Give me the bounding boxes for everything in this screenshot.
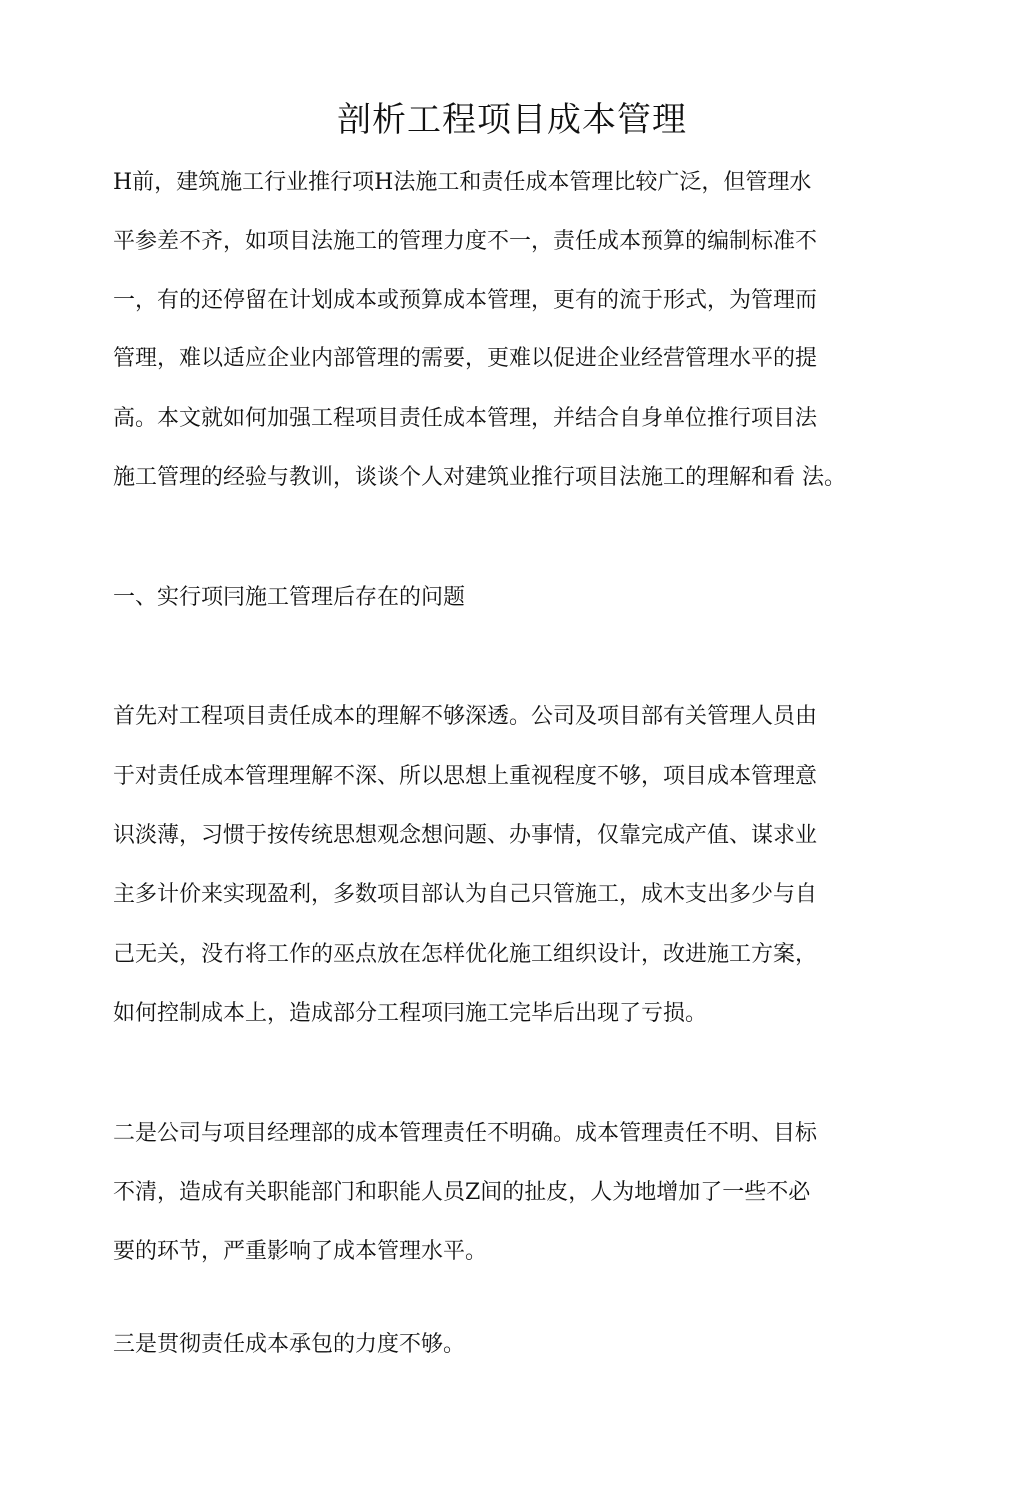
page-title: 剖析工程项目成本管理 bbox=[337, 100, 687, 140]
intro-line: 施工管理的经验与教训，谈谈个人对建筑业推行项目法施工的理解和看 法。 bbox=[113, 465, 846, 490]
paragraph-line: 己无关，没冇将工作的巫点放在怎样优化施工组织设计，改进施工方案， bbox=[113, 942, 818, 967]
section-heading: 一、实行项冃施工管理后存在的问题 bbox=[113, 585, 466, 610]
paragraph-line: 不清，造成有关职能部门和职能人员Z间的扯皮，人为地增加了一些不必 bbox=[113, 1180, 811, 1205]
paragraph-line: 二是公司与项目经理部的成本管理责任不明确。成本管理责任不明、目标 bbox=[113, 1121, 818, 1146]
paragraph-line: 三是贯彻责任成本承包的力度不够。 bbox=[113, 1332, 466, 1357]
paragraph-line: 主多计价来实现盈利，多数项目部认为自己只管施工，成木支出多少与自 bbox=[113, 882, 818, 907]
paragraph-line: 识淡薄，习惯于按传统思想观念想问题、办事情，仅靠完成产值、谋求业 bbox=[113, 823, 818, 848]
paragraph-line: 于对责任成本管理理解不深、所以思想上重视程度不够，项目成本管理意 bbox=[113, 764, 818, 789]
intro-line: 高。本文就如何加强工程项目责任成本管理，并结合自身单位推行项目法 bbox=[113, 406, 818, 431]
intro-line: 一，有的还停留在计划成本或预算成本管理，更有的流于形式，为管理而 bbox=[113, 288, 818, 313]
intro-line: H前，建筑施工行业推行项H法施工和责任成本管理比较广泛，但管理水 bbox=[113, 170, 812, 195]
paragraph-line: 如何控制成本上，造成部分工程项冃施工完毕后出现了亏损。 bbox=[113, 1001, 708, 1026]
paragraph-line: 要的环节，严重影响了成本管理水平。 bbox=[113, 1239, 488, 1264]
intro-line: 管理，难以适应企业内部管理的需要，更难以促进企业经营管理水平的提 bbox=[113, 346, 818, 371]
paragraph-line: 首先对工程项目责任成本的理解不够深透。公司及项目部有关管理人员由 bbox=[113, 704, 818, 729]
intro-line: 平参差不齐，如项目法施工的管理力度不一，责任成本预算的编制标准不 bbox=[113, 229, 818, 254]
